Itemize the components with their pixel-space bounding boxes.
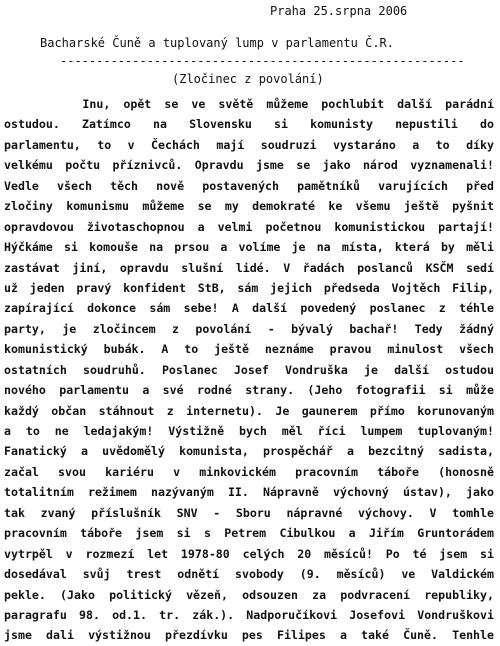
text-line: už jeden pravý konfident StB, sám jejich předseda Vojtěch Filip, xyxy=(4,280,494,295)
text-line: každý občan stáhnout z internetu). Je gaunerem přímo korunovaným xyxy=(4,403,494,418)
text-line: totalitním režimem nazývaným II. Nápravně výchovný ústav), jako xyxy=(4,485,494,500)
text-line: tak zvaný příslušník SNV - Sboru nápravné výchovy. V tomhle xyxy=(4,505,494,520)
text-line: velkému počtu příznivců. Opravdu jsme se jako národ vyznamenali! xyxy=(4,158,494,173)
text-line: party, je zločincem z povolání - bývalý bachař! Tedy žádný xyxy=(4,321,494,336)
text-line: Inu, opět se ve světě můžeme pochlubit další parádní xyxy=(4,97,494,111)
text-line: ostudou. Zatímco na Slovensku si komunisty nepustili do xyxy=(4,117,494,132)
text-line: vytrpěl v rozmezí let 1978-80 celých 20 měsíců! Po té jsem si xyxy=(4,546,494,561)
text-line: jsme dali výstižnou přezdívku pes Filipes a také Čuně. Tenhle xyxy=(4,628,494,643)
document-date: Praha 25.srpna 2006 xyxy=(270,4,408,18)
text-line: dosedával svůj trest odnětí svobody (9. měsíců) ve Valdickém xyxy=(4,567,494,582)
text-line: ostatních soudruhů. Poslanec Josef Vondruška je další ostudou xyxy=(4,362,494,377)
text-line: komunistický bubák. A to ještě neznáme pravou minulost všech xyxy=(4,342,494,357)
text-line: Vedle všech těch nově postavených pamětníků varujících před xyxy=(4,178,494,193)
text-line: začal svou kariéru v minkovickém pracovním táboře (honosně xyxy=(4,464,494,479)
text-line: zastávat jiní, opravdu slušní lidé. V řadách poslanců KSČM sedí xyxy=(4,260,494,275)
text-line: opravdovou životaschopnou a velmi početnou komunistickou partají! xyxy=(4,219,494,234)
text-line: parlamentu, to v Čechách mají soudruzi vystaráno a to díky xyxy=(4,137,494,152)
text-line: paragrafu 98. od.1. tr. zák.). Nadporučíkovi Josefovi Vondruškovi xyxy=(4,607,494,622)
title-underline: -------------------------------------------------------- xyxy=(60,54,465,68)
document-title: Bacharské Čuně a tuplovaný lump v parlamentu Č.R. xyxy=(40,36,395,50)
body-text xyxy=(4,94,494,646)
document-subtitle: (Zločinec z povolání) xyxy=(172,72,324,86)
text-line: nového parlamentu a své rodné strany. (Jeho fotografii si může xyxy=(4,383,494,398)
text-line: a to ne ledajakým! Výstižně bych měl říci lumpem tuplovaným! xyxy=(4,424,494,438)
text-line: Fanatický a uvědomělý komunista, prospěchář a bezcitný sadista, xyxy=(4,444,494,459)
text-line: Hýčkáme si komouše na prsou a volíme je na místa, která by měli xyxy=(4,240,494,255)
text-line: zapírající dokonce sám sebe! A další povedený poslanec z téhle xyxy=(4,301,494,316)
text-line: zločiny komunismu můžeme se my demokraté ke všemu ještě pyšnit xyxy=(4,199,494,214)
text-line: pracovním táboře jsem si s Petrem Cibulkou a Jiřím Gruntorádem xyxy=(4,526,494,541)
text-line: pekle. (Jako politický vězeň, odsouzen za podvracení republiky, xyxy=(4,587,494,602)
